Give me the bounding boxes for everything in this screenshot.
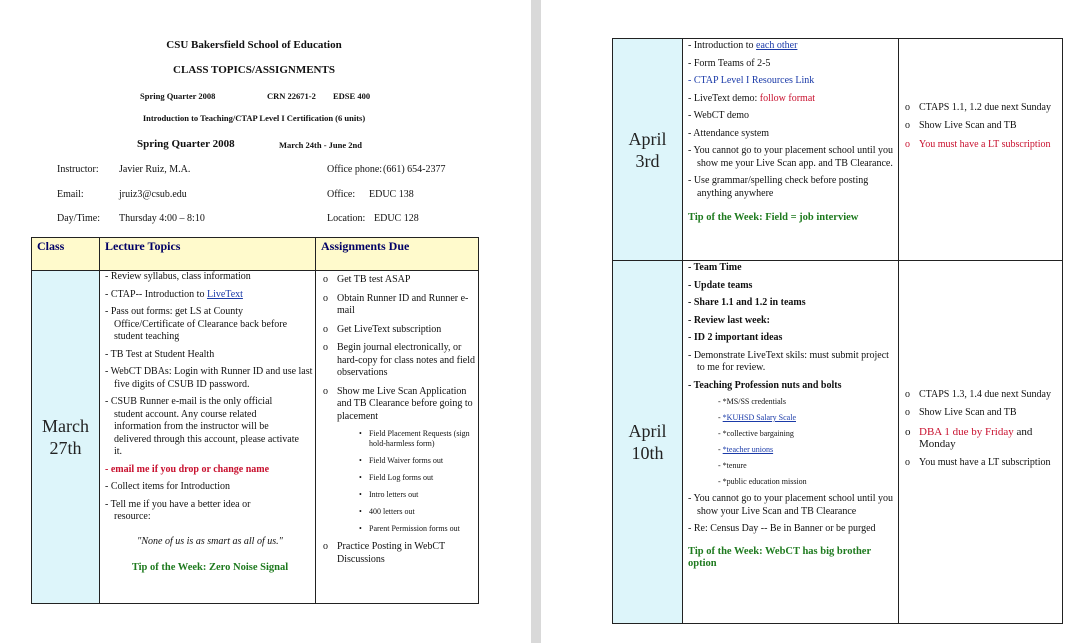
lecture-topics-cell [683, 39, 899, 261]
office-phone: (661) 654-2377 [383, 164, 446, 175]
teacher-unions-link[interactable]: *teacher unions [722, 445, 774, 454]
instructor-label: Instructor: [57, 164, 99, 175]
list-item: - CSUB Runner e-mail is the only official student account. Any course related information from the instructor will be delivered through this account, please activate it. [105, 396, 299, 457]
circle-bullet-icon: o [323, 292, 328, 304]
list-item: - Team Time [688, 262, 742, 273]
email-address: jruiz3@csub.edu [119, 189, 187, 200]
list-item: - Demonstrate LiveText skils: must submit project to me for review. [688, 349, 889, 373]
table-row [613, 261, 1063, 624]
list-item: - Introduction to each other [688, 40, 798, 51]
location-label: Location: [327, 213, 366, 224]
list-item: • Field Log forms out [359, 473, 434, 482]
course-title: Introduction to Teaching/CTAP Level I Certification (6 units) [142, 113, 366, 123]
term-label-2: Spring Quarter 2008 [137, 138, 235, 150]
list-item: - Collect items for Introduction [105, 481, 230, 492]
list-item: o Obtain Runner ID and Runner e-mail [323, 292, 469, 316]
dot-bullet-icon: • [359, 473, 362, 482]
circle-bullet-icon: o [905, 120, 910, 132]
office-phone-label: Office phone: [327, 164, 383, 175]
list-item: • Field Placement Requests (sign hold-harmless form) [359, 429, 470, 448]
list-item: - Use grammar/spelling check before posting anything anywhere [688, 175, 869, 199]
class-date-april-3: April 3rd [613, 39, 683, 261]
daytime-label: Day/Time: [57, 213, 100, 224]
list-item: • Field Waiver forms out [359, 456, 444, 465]
lecture-topics-cell [100, 271, 316, 604]
document-page-left [0, 0, 531, 643]
salary-scale-link[interactable]: *KUHSD Salary Scale [722, 413, 796, 422]
list-item: o Begin journal electronically, or hard-copy for class notes and field observations [323, 342, 476, 378]
email-label: Email: [57, 189, 84, 200]
circle-bullet-icon: o [323, 385, 328, 397]
list-item: - *KUHSD Salary Scale [718, 413, 796, 422]
dot-bullet-icon: • [359, 456, 362, 465]
livetext-link[interactable]: LiveText [206, 288, 243, 300]
circle-bullet-icon: o [905, 425, 911, 438]
list-item: • 400 letters out [359, 507, 415, 516]
office-label: Office: [327, 189, 356, 200]
list-item: - *tenure [718, 461, 747, 470]
dot-bullet-icon: • [359, 429, 362, 438]
dot-bullet-icon: • [359, 490, 362, 499]
circle-bullet-icon: o [905, 456, 910, 468]
list-item: - You cannot go to your placement school until you show your Live Scan and TB Clearance [688, 493, 893, 517]
each-other-link[interactable]: each other [756, 40, 798, 51]
class-location: EDUC 128 [374, 213, 419, 224]
list-item: - WebCT demo [688, 110, 750, 121]
list-item: o Show me Live Scan Application and TB Clearance before going to placement [323, 385, 473, 422]
list-item: o Show Live Scan and TB [905, 120, 1017, 132]
list-item: - email me if you drop or change name [105, 463, 270, 475]
circle-bullet-icon: o [323, 342, 328, 353]
header-class: Class [32, 238, 100, 271]
list-item: - Re: Census Day -- Be in Banner or be purged [688, 523, 876, 534]
list-item: • Intro letters out [359, 490, 419, 499]
list-item: - Share 1.1 and 1.2 in teams [688, 297, 806, 308]
document-page-right [541, 0, 1082, 643]
list-item: - You cannot go to your placement school until you show me your Live Scan app. and TB Clearance. [688, 145, 893, 169]
list-item: - TB Test at Student Health [105, 348, 215, 360]
tip-of-week: Tip of the Week: WebCT has big brother option [688, 545, 871, 569]
list-item: - Review syllabus, class information [105, 271, 251, 282]
crn-label: CRN 22671-2 [267, 91, 316, 101]
list-item: - Pass out forms: get LS at County Office/Certificate of Clearance back before student teaching [105, 306, 288, 342]
class-daytime: Thursday 4:00 – 8:10 [119, 213, 205, 224]
list-item: o Get TB test ASAP [323, 274, 411, 285]
dot-bullet-icon: • [359, 524, 362, 533]
circle-bullet-icon: o [905, 388, 910, 400]
list-item: - *MS/SS credentials [718, 397, 786, 406]
circle-bullet-icon: o [905, 101, 910, 113]
list-item: - WebCT DBAs: Login with Runner ID and use last five digits of CSUB ID password. [105, 366, 313, 390]
lecture-topics-cell [683, 261, 899, 624]
list-item: - CTAP-- Introduction to LiveText [105, 288, 243, 300]
tip-of-week: Tip of the Week: Field = job interview [688, 212, 859, 223]
list-item: - *public education mission [718, 477, 807, 486]
school-title: CSU Bakersfield School of Education [166, 39, 342, 51]
list-item: o You must have a LT subscription [905, 138, 1051, 150]
table-row [613, 39, 1063, 261]
term-dates: March 24th - June 2nd [279, 140, 362, 150]
list-item: o DBA 1 due by Friday and Monday [905, 425, 1033, 451]
table-row [32, 271, 479, 604]
list-item: o Get LiveText subscription [323, 323, 442, 335]
table-header-row [32, 238, 479, 271]
assignments-cell [899, 261, 1063, 624]
circle-bullet-icon: o [323, 323, 328, 335]
list-item: o Show Live Scan and TB [905, 407, 1017, 419]
list-item: - ID 2 important ideas [688, 332, 783, 343]
list-item: - Form Teams of 2-5 [688, 57, 771, 69]
dot-bullet-icon: • [359, 507, 362, 516]
term-label: Spring Quarter 2008 [140, 91, 216, 101]
ctap-resources-link[interactable]: - CTAP Level I Resources Link [688, 75, 815, 86]
list-item: - Review last week: [688, 314, 770, 326]
header-lecture-topics: Lecture Topics [100, 238, 316, 271]
tip-of-week: Tip of the Week: Zero Noise Signal [131, 562, 289, 573]
list-item: • Parent Permission forms out [359, 524, 460, 533]
office-room: EDUC 138 [369, 189, 414, 200]
document-subtitle: CLASS TOPICS/ASSIGNMENTS [173, 64, 335, 76]
schedule-table-continued [612, 38, 1063, 624]
header-assignments-due: Assignments Due [316, 238, 479, 271]
list-item: - Teaching Profession nuts and bolts [688, 379, 842, 391]
page-separator [531, 0, 541, 643]
schedule-table [31, 237, 479, 604]
circle-bullet-icon: o [905, 407, 910, 419]
course-code: EDSE 400 [333, 91, 371, 101]
assignments-cell [899, 39, 1063, 261]
list-item: o You must have a LT subscription [905, 456, 1051, 468]
assignments-cell [316, 271, 479, 604]
list-item: - LiveText demo: follow format [688, 92, 816, 104]
list-item: - *teacher unions [718, 445, 774, 454]
circle-bullet-icon: o [323, 541, 328, 552]
list-item: - Tell me if you have a better idea or resource: [105, 498, 251, 522]
circle-bullet-icon: o [323, 274, 328, 285]
class-date-march-27: March 27th [32, 271, 100, 604]
list-item: o CTAPS 1.1, 1.2 due next Sunday [905, 101, 1051, 113]
list-item: - Attendance system [688, 127, 770, 139]
list-item: o Practice Posting in WebCT Discussions [323, 541, 445, 565]
instructor-name: Javier Ruiz, M.A. [119, 164, 191, 175]
class-quote: "None of us is as smart as all of us." [137, 535, 283, 547]
class-date-april-10: April 10th [613, 261, 683, 624]
circle-bullet-icon: o [905, 138, 910, 150]
list-item: - *collective bargaining [718, 429, 794, 438]
list-item: - Update teams [688, 279, 753, 291]
list-item: o CTAPS 1.3, 1.4 due next Sunday [905, 388, 1051, 400]
